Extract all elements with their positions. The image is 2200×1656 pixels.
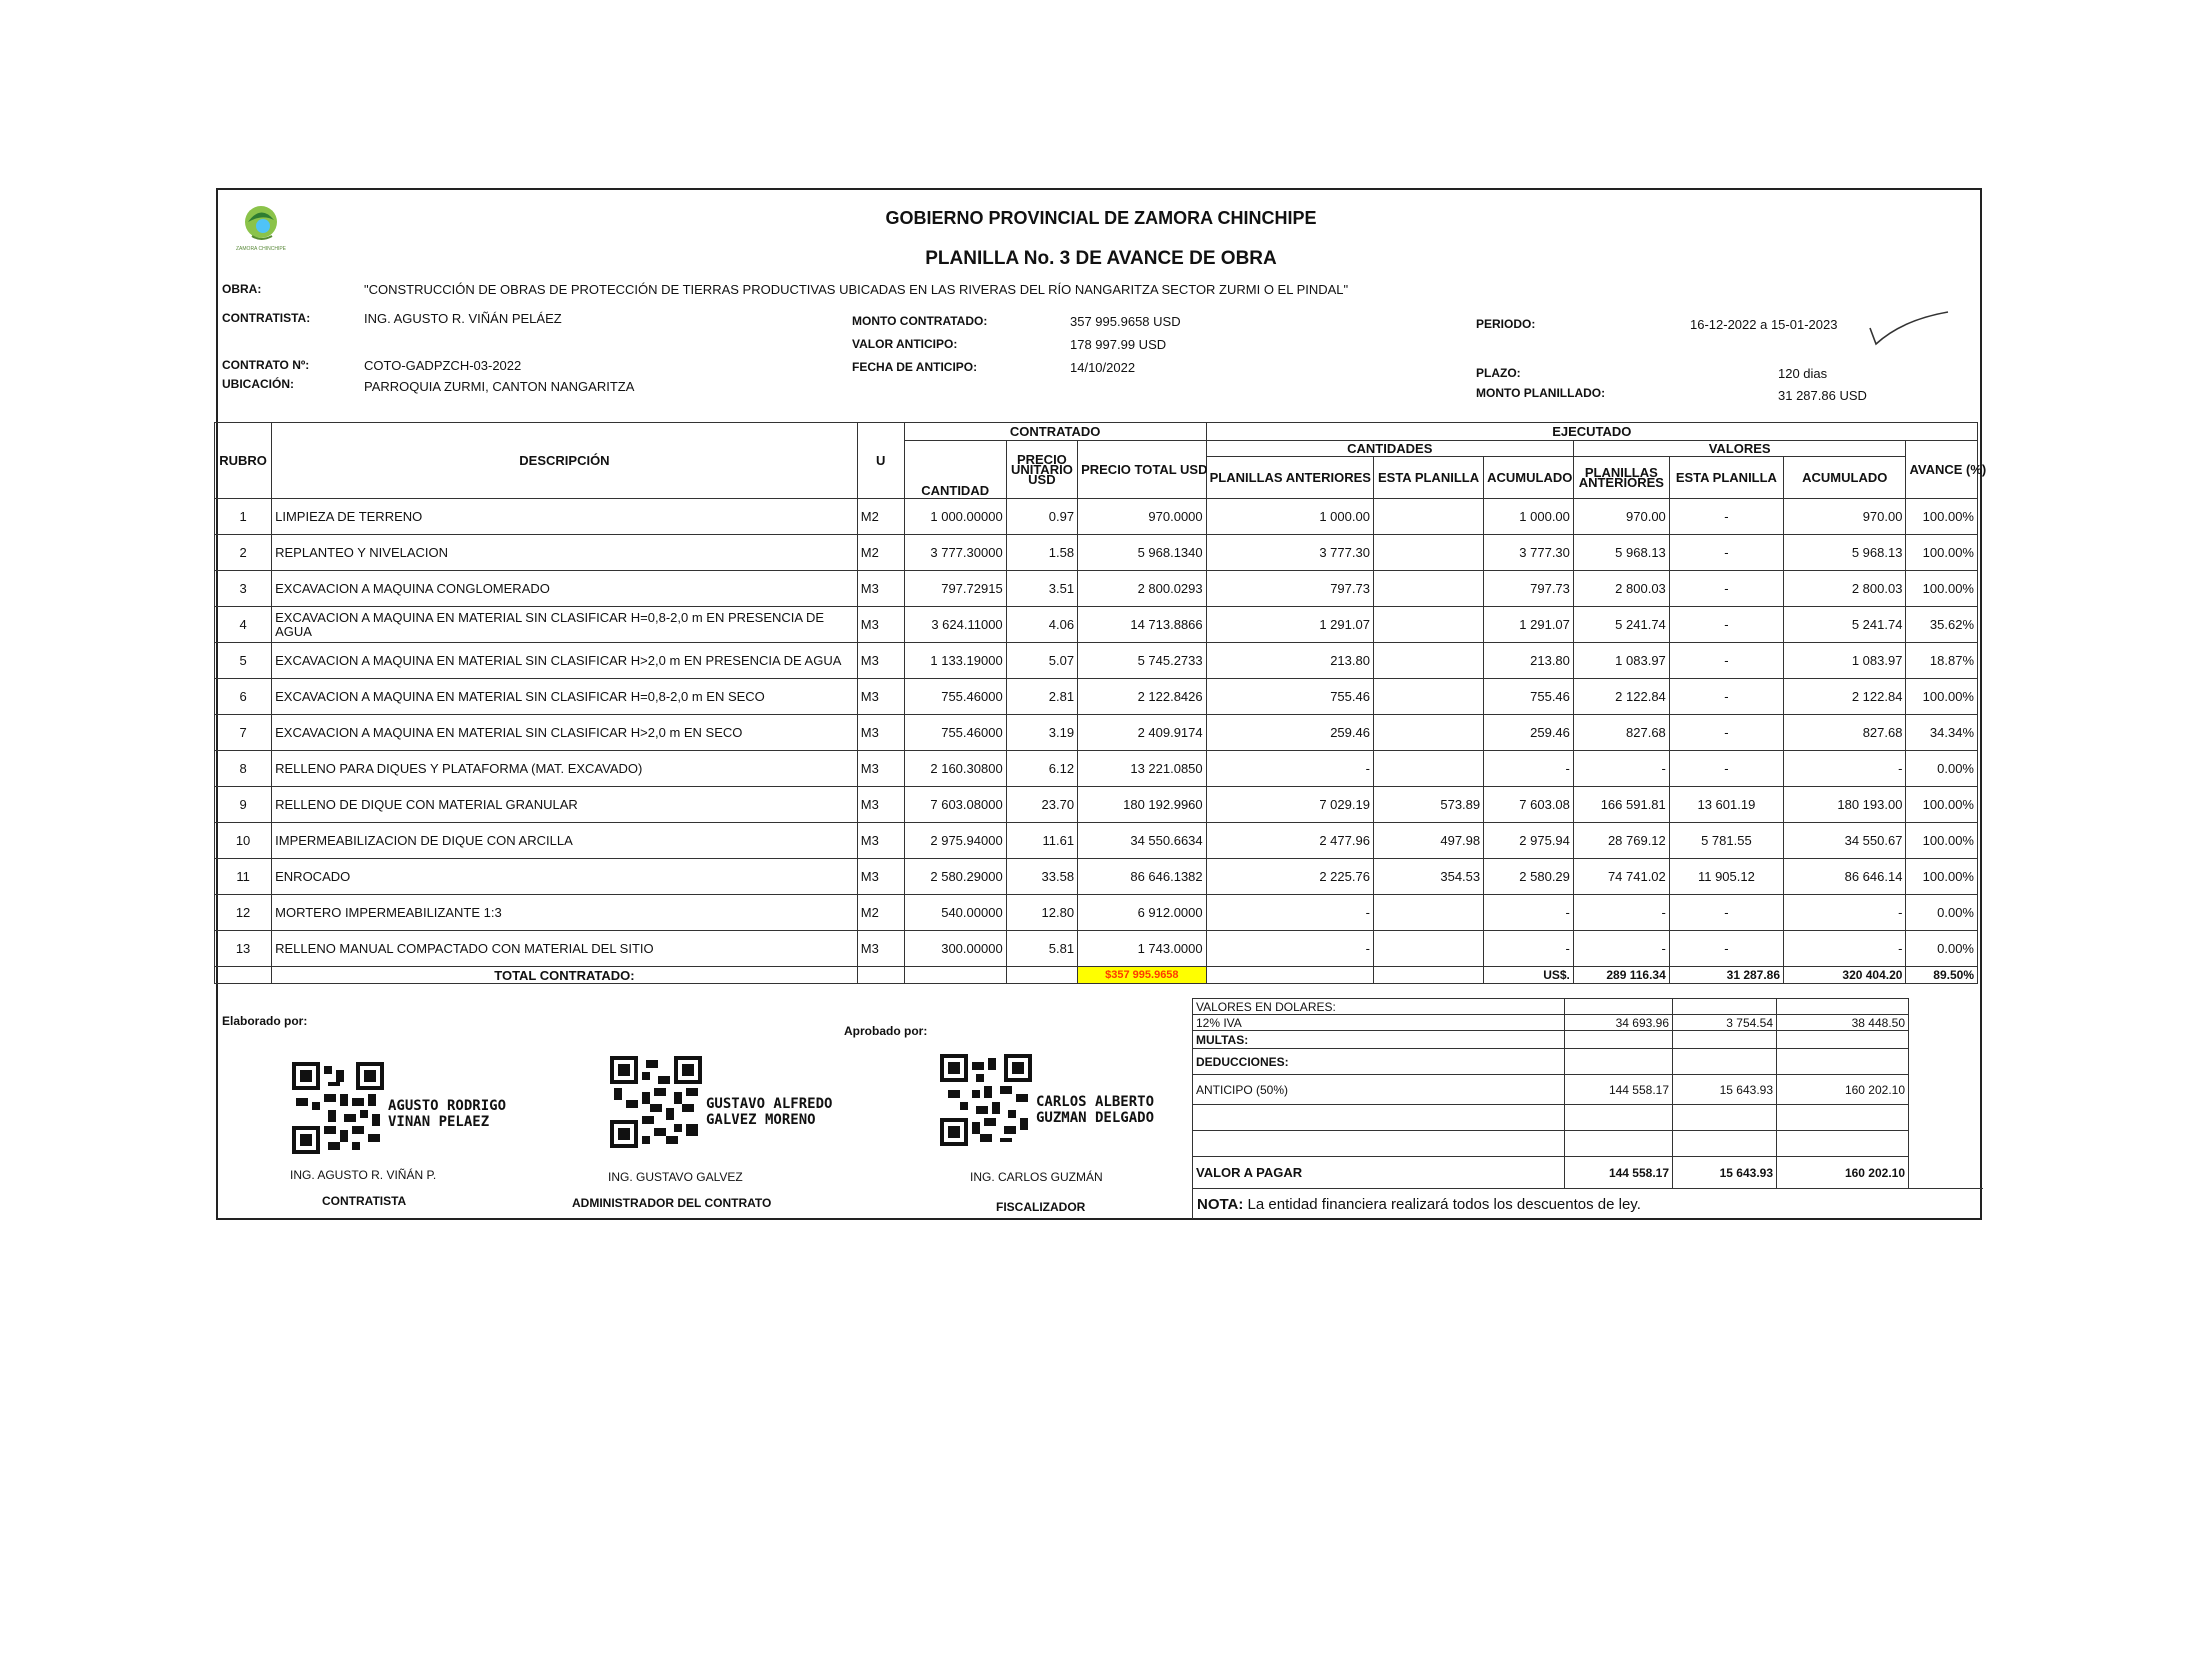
descripcion-cell: LIMPIEZA DE TERRENO [272,499,858,535]
cant-acumulado-cell: 213.80 [1484,643,1574,679]
cant-esta-cell [1373,931,1483,967]
precio-unitario-cell: 11.61 [1006,823,1077,859]
val-anteriores-cell: - [1573,931,1669,967]
unidad-cell: M3 [857,643,904,679]
descripcion-cell: ENROCADO [272,859,858,895]
unidad-cell: M3 [857,859,904,895]
val-anteriores-cell: 5 241.74 [1573,607,1669,643]
cant-acumulado-cell: 7 603.08 [1484,787,1574,823]
unidad-cell: M3 [857,571,904,607]
descripcion-cell: IMPERMEABILIZACION DE DIQUE CON ARCILLA [272,823,858,859]
cant-anteriores-cell: 755.46 [1206,679,1373,715]
avance-cell: 100.00% [1906,499,1978,535]
unidad-cell: M2 [857,535,904,571]
avance-cell: 18.87% [1906,643,1978,679]
cant-anteriores-cell: 213.80 [1206,643,1373,679]
val-acumulado-cell: 5 241.74 [1784,607,1906,643]
header-val-planillas-anteriores: PLANILLAS ANTERIORES [1573,457,1669,499]
val-esta-cell: - [1669,931,1783,967]
iva-esta: 3 754.54 [1673,1015,1777,1031]
cantidad-cell: 2 160.30800 [904,751,1006,787]
cant-anteriores-cell: - [1206,751,1373,787]
org-title: GOBIERNO PROVINCIAL DE ZAMORA CHINCHIPE [885,208,1317,228]
anticipo-anteriores: 144 558.17 [1565,1075,1673,1105]
val-esta-cell: - [1669,679,1783,715]
val-acumulado-cell: 970.00 [1784,499,1906,535]
cant-anteriores-cell: - [1206,931,1373,967]
header-cantidad: CANTIDAD [904,441,1006,499]
multas-label: MULTAS: [1193,1031,1565,1049]
avance-cell: 100.00% [1906,679,1978,715]
val-esta-cell: - [1669,535,1783,571]
table-row [215,679,1978,715]
deducciones-label: DEDUCCIONES: [1193,1049,1565,1075]
precio-total-cell: 1 743.0000 [1078,931,1207,967]
sig-line-1: AGUSTO RODRIGO [388,1098,507,1114]
avance-cell: 100.00% [1906,535,1978,571]
anticipo-esta: 15 643.93 [1673,1075,1777,1105]
precio-unitario-cell: 12.80 [1006,895,1077,931]
header-contratado: CONTRATADO [904,423,1206,441]
contrato-label: CONTRATO Nº: [222,358,310,372]
descripcion-cell: RELLENO DE DIQUE CON MATERIAL GRANULAR [272,787,858,823]
avance-cell: 100.00% [1906,787,1978,823]
avance-table [214,422,1987,984]
descripcion-cell: EXCAVACION A MAQUINA EN MATERIAL SIN CLASIFICAR H>2,0 m EN PRESENCIA DE AGUA [272,643,858,679]
unidad-cell: M3 [857,787,904,823]
table-row [215,931,1978,967]
val-anteriores-cell: 28 769.12 [1573,823,1669,859]
avance-cell: 35.62% [1906,607,1978,643]
cant-anteriores-cell: 797.73 [1206,571,1373,607]
val-acumulado-cell: - [1784,931,1906,967]
rubro-cell: 9 [215,787,272,823]
nota-label: NOTA: [1197,1196,1244,1213]
header-descripcion: DESCRIPCIÓN [272,423,858,499]
val-acumulado-cell: 34 550.67 [1784,823,1906,859]
unidad-cell: M3 [857,751,904,787]
precio-total-cell: 180 192.9960 [1078,787,1207,823]
rubro-cell: 1 [215,499,272,535]
qr-code-icon [610,1056,702,1148]
val-acumulado-cell: 5 968.13 [1784,535,1906,571]
sig-line-2: GALVEZ MORENO [706,1112,816,1128]
header-ejecutado: EJECUTADO [1206,423,1977,441]
precio-unitario-cell: 5.07 [1006,643,1077,679]
obra-value: "CONSTRUCCIÓN DE OBRAS DE PROTECCIÓN DE TIERRAS PRODUCTIVAS UBICADAS EN LAS RIVERAS DEL RÍO NANGARITZA SECTOR ZURMI O EL PINDAL" [364,282,1349,297]
cantidad-cell: 755.46000 [904,715,1006,751]
contratista-value: ING. AGUSTO R. VIÑÁN PELÁEZ [364,311,562,326]
val-esta-cell: 5 781.55 [1669,823,1783,859]
precio-total-cell: 2 122.8426 [1078,679,1207,715]
periodo-label: PERIODO: [1476,317,1536,331]
val-acumulado-cell: 1 083.97 [1784,643,1906,679]
elaborado-label: Elaborado por: [222,1014,308,1028]
descripcion-cell: EXCAVACION A MAQUINA EN MATERIAL SIN CLASIFICAR H>2,0 m EN SECO [272,715,858,751]
sig-line-1: GUSTAVO ALFREDO [706,1096,833,1112]
unidad-cell: M3 [857,823,904,859]
val-acumulado-cell: 180 193.00 [1784,787,1906,823]
precio-total-cell: 970.0000 [1078,499,1207,535]
cant-esta-cell [1373,643,1483,679]
descripcion-cell: REPLANTEO Y NIVELACION [272,535,858,571]
precio-unitario-cell: 5.81 [1006,931,1077,967]
aprobado-label: Aprobado por: [844,1024,928,1038]
cant-esta-cell: 497.98 [1373,823,1483,859]
total-contratado: $357 995.9658 [1078,967,1207,984]
cantidad-cell: 7 603.08000 [904,787,1006,823]
cantidad-cell: 3 777.30000 [904,535,1006,571]
signer-role: FISCALIZADOR [996,1200,1086,1214]
fecha-anticipo-value: 14/10/2022 [1070,360,1136,375]
cant-esta-cell [1373,751,1483,787]
cant-acumulado-cell: - [1484,895,1574,931]
val-esta-cell: - [1669,751,1783,787]
cant-anteriores-cell: 259.46 [1206,715,1373,751]
cantidad-cell: 2 975.94000 [904,823,1006,859]
signer-name: ING. CARLOS GUZMÁN [970,1170,1103,1184]
cant-esta-cell [1373,895,1483,931]
header-precio-unitario: PRECIO UNITARIO USD [1006,441,1077,499]
table-row [215,859,1978,895]
signer-role: CONTRATISTA [322,1194,407,1208]
avance-cell: 0.00% [1906,931,1978,967]
rubro-cell: 5 [215,643,272,679]
precio-total-cell: 5 745.2733 [1078,643,1207,679]
descripcion-cell: RELLENO PARA DIQUES Y PLATAFORMA (MAT. EXCAVADO) [272,751,858,787]
val-anteriores-cell: - [1573,895,1669,931]
periodo-value: 16-12-2022 a 15-01-2023 [1690,317,1838,332]
cantidad-cell: 3 624.11000 [904,607,1006,643]
cant-esta-cell [1373,535,1483,571]
plazo-label: PLAZO: [1476,366,1521,380]
qr-code-icon [940,1054,1032,1146]
sig-line-1: CARLOS ALBERTO [1036,1094,1155,1110]
cantidad-cell: 540.00000 [904,895,1006,931]
plazo-value: 120 dias [1778,366,1828,381]
cantidad-cell: 300.00000 [904,931,1006,967]
obra-label: OBRA: [222,282,262,296]
cant-anteriores-cell: 3 777.30 [1206,535,1373,571]
precio-unitario-cell: 6.12 [1006,751,1077,787]
cantidad-cell: 1 133.19000 [904,643,1006,679]
cant-esta-cell [1373,679,1483,715]
table-row [215,499,1978,535]
val-anteriores-cell: 5 968.13 [1573,535,1669,571]
sig-line-2: VINAN PELAEZ [388,1114,490,1130]
table-row [215,787,1978,823]
precio-total-cell: 34 550.6634 [1078,823,1207,859]
precio-total-cell: 6 912.0000 [1078,895,1207,931]
precio-unitario-cell: 2.81 [1006,679,1077,715]
cantidad-cell: 755.46000 [904,679,1006,715]
cant-esta-cell: 573.89 [1373,787,1483,823]
avance-cell: 34.34% [1906,715,1978,751]
anticipo-label: VALOR ANTICIPO: [852,337,958,351]
val-anteriores-cell: 166 591.81 [1573,787,1669,823]
precio-total-cell: 14 713.8866 [1078,607,1207,643]
page-title: PLANILLA No. 3 DE AVANCE DE OBRA [925,248,1277,269]
summary-table [1192,998,1909,1189]
precio-unitario-cell: 23.70 [1006,787,1077,823]
nota-text: La entidad financiera realizará todos los descuentos de ley. [1243,1196,1641,1213]
precio-total-cell: 86 646.1382 [1078,859,1207,895]
val-anteriores-cell: 2 800.03 [1573,571,1669,607]
precio-unitario-cell: 0.97 [1006,499,1077,535]
header-cant-esta-planilla: ESTA PLANILLA [1373,457,1483,499]
avance-cell: 100.00% [1906,823,1978,859]
planilla-sheet [216,188,1987,1220]
unidad-cell: M3 [857,715,904,751]
total-planillas-anteriores: 289 116.34 [1573,967,1669,984]
contrato-value: COTO-GADPZCH-03-2022 [364,358,522,373]
pagar-acumulado: 160 202.10 [1777,1157,1909,1189]
cant-acumulado-cell: 259.46 [1484,715,1574,751]
contratista-label: CONTRATISTA: [222,311,311,325]
val-esta-cell: - [1669,499,1783,535]
header-cant-planillas-anteriores: PLANILLAS ANTERIORES [1206,457,1373,499]
header-avance: AVANCE (%) [1906,441,1978,499]
cant-acumulado-cell: 3 777.30 [1484,535,1574,571]
monto-planillado-value: 31 287.86 USD [1778,388,1867,403]
cant-anteriores-cell: 1 291.07 [1206,607,1373,643]
rubro-cell: 13 [215,931,272,967]
signer-name: ING. AGUSTO R. VIÑÁN P. [290,1168,437,1182]
table-row [215,643,1978,679]
val-anteriores-cell: 2 122.84 [1573,679,1669,715]
cant-esta-cell [1373,571,1483,607]
val-esta-cell: - [1669,643,1783,679]
rubro-cell: 6 [215,679,272,715]
descripcion-cell: RELLENO MANUAL COMPACTADO CON MATERIAL DEL SITIO [272,931,858,967]
avance-cell: 0.00% [1906,895,1978,931]
anticipo-acumulado: 160 202.10 [1777,1075,1909,1105]
val-anteriores-cell: 827.68 [1573,715,1669,751]
cant-acumulado-cell: 2 975.94 [1484,823,1574,859]
descripcion-cell: EXCAVACION A MAQUINA EN MATERIAL SIN CLASIFICAR H=0,8-2,0 m EN SECO [272,679,858,715]
rubro-cell: 8 [215,751,272,787]
precio-total-cell: 2 800.0293 [1078,571,1207,607]
valores-label: VALORES EN DOLARES: [1193,999,1565,1015]
rubro-cell: 7 [215,715,272,751]
val-esta-cell: - [1669,895,1783,931]
val-acumulado-cell: 86 646.14 [1784,859,1906,895]
precio-total-cell: 2 409.9174 [1078,715,1207,751]
val-esta-cell: - [1669,607,1783,643]
header-cantidades: CANTIDADES [1206,441,1573,457]
val-acumulado-cell: 2 122.84 [1784,679,1906,715]
cant-acumulado-cell: 755.46 [1484,679,1574,715]
precio-unitario-cell: 3.19 [1006,715,1077,751]
rubro-cell: 11 [215,859,272,895]
header-val-acumulado: ACUMULADO [1784,457,1906,499]
cant-anteriores-cell: 7 029.19 [1206,787,1373,823]
cant-esta-cell [1373,715,1483,751]
avance-cell: 0.00% [1906,751,1978,787]
val-acumulado-cell: - [1784,895,1906,931]
total-currency: US$. [1484,967,1574,984]
signer-name: ING. GUSTAVO GALVEZ [608,1170,743,1184]
total-label: TOTAL CONTRATADO: [272,967,858,984]
cant-acumulado-cell: - [1484,751,1574,787]
descripcion-cell: MORTERO IMPERMEABILIZANTE 1:3 [272,895,858,931]
unidad-cell: M3 [857,607,904,643]
cant-acumulado-cell: 2 580.29 [1484,859,1574,895]
logo-caption: ZAMORA CHINCHIPE [236,246,287,252]
cantidad-cell: 2 580.29000 [904,859,1006,895]
precio-unitario-cell: 4.06 [1006,607,1077,643]
precio-total-cell: 13 221.0850 [1078,751,1207,787]
table-row [215,571,1978,607]
rubro-cell: 4 [215,607,272,643]
pagar-anteriores: 144 558.17 [1565,1157,1673,1189]
pagar-esta: 15 643.93 [1673,1157,1777,1189]
total-avance: 89.50% [1906,967,1978,984]
nota-box [1192,1188,1983,1219]
descripcion-cell: EXCAVACION A MAQUINA EN MATERIAL SIN CLASIFICAR H=0,8-2,0 m EN PRESENCIA DE AGUA [272,607,858,643]
cant-acumulado-cell: 1 291.07 [1484,607,1574,643]
sig-line-2: GUZMAN DELGADO [1036,1110,1155,1126]
total-esta-planilla: 31 287.86 [1669,967,1783,984]
val-acumulado-cell: 827.68 [1784,715,1906,751]
ubicacion-label: UBICACIÓN: [222,377,294,391]
iva-label: 12% IVA [1193,1015,1565,1031]
val-acumulado-cell: - [1784,751,1906,787]
precio-total-cell: 5 968.1340 [1078,535,1207,571]
table-row [215,715,1978,751]
table-row [215,751,1978,787]
cant-acumulado-cell: 797.73 [1484,571,1574,607]
cant-anteriores-cell: - [1206,895,1373,931]
check-mark-icon [1862,310,1952,350]
qr-code-icon [292,1062,384,1154]
monto-label: MONTO CONTRATADO: [852,314,988,328]
table-row [215,535,1978,571]
cant-anteriores-cell: 1 000.00 [1206,499,1373,535]
total-acumulado: 320 404.20 [1784,967,1906,984]
val-anteriores-cell: 1 083.97 [1573,643,1669,679]
val-anteriores-cell: - [1573,751,1669,787]
header-precio-total: PRECIO TOTAL USD [1078,441,1207,499]
descripcion-cell: EXCAVACION A MAQUINA CONGLOMERADO [272,571,858,607]
header-cant-acumulado: ACUMULADO [1484,457,1574,499]
cant-acumulado-cell: 1 000.00 [1484,499,1574,535]
precio-unitario-cell: 33.58 [1006,859,1077,895]
rubro-cell: 3 [215,571,272,607]
val-anteriores-cell: 970.00 [1573,499,1669,535]
avance-cell: 100.00% [1906,859,1978,895]
val-esta-cell: 13 601.19 [1669,787,1783,823]
header-rubro: RUBRO [215,423,272,499]
cant-acumulado-cell: - [1484,931,1574,967]
precio-unitario-cell: 1.58 [1006,535,1077,571]
header-unidad: U [857,423,904,499]
fecha-anticipo-label: FECHA DE ANTICIPO: [852,360,978,374]
unidad-cell: M2 [857,499,904,535]
cant-esta-cell: 354.53 [1373,859,1483,895]
val-anteriores-cell: 74 741.02 [1573,859,1669,895]
anticipo-deduccion-label: ANTICIPO (50%) [1193,1075,1565,1105]
valor-pagar-label: VALOR A PAGAR [1193,1157,1565,1189]
signer-role: ADMINISTRADOR DEL CONTRATO [572,1196,772,1210]
rubro-cell: 12 [215,895,272,931]
cant-esta-cell [1373,607,1483,643]
avance-cell: 100.00% [1906,571,1978,607]
header-valores: VALORES [1573,441,1906,457]
cant-anteriores-cell: 2 225.76 [1206,859,1373,895]
cant-anteriores-cell: 2 477.96 [1206,823,1373,859]
iva-acumulado: 38 448.50 [1777,1015,1909,1031]
cantidad-cell: 797.72915 [904,571,1006,607]
table-row [215,607,1978,643]
anticipo-value: 178 997.99 USD [1070,337,1167,352]
iva-anteriores: 34 693.96 [1565,1015,1673,1031]
table-row [215,895,1978,931]
table-row [215,823,1978,859]
precio-unitario-cell: 3.51 [1006,571,1077,607]
monto-planillado-label: MONTO PLANILLADO: [1476,386,1606,400]
cant-esta-cell [1373,499,1483,535]
val-acumulado-cell: 2 800.03 [1784,571,1906,607]
rubro-cell: 10 [215,823,272,859]
cantidad-cell: 1 000.00000 [904,499,1006,535]
val-esta-cell: - [1669,715,1783,751]
ubicacion-value: PARROQUIA ZURMI, CANTON NANGARITZA [364,379,635,394]
header-val-esta-planilla: ESTA PLANILLA [1669,457,1783,499]
rubro-cell: 2 [215,535,272,571]
unidad-cell: M3 [857,679,904,715]
unidad-cell: M2 [857,895,904,931]
val-esta-cell: 11 905.12 [1669,859,1783,895]
unidad-cell: M3 [857,931,904,967]
val-esta-cell: - [1669,571,1783,607]
monto-value: 357 995.9658 USD [1070,314,1181,329]
